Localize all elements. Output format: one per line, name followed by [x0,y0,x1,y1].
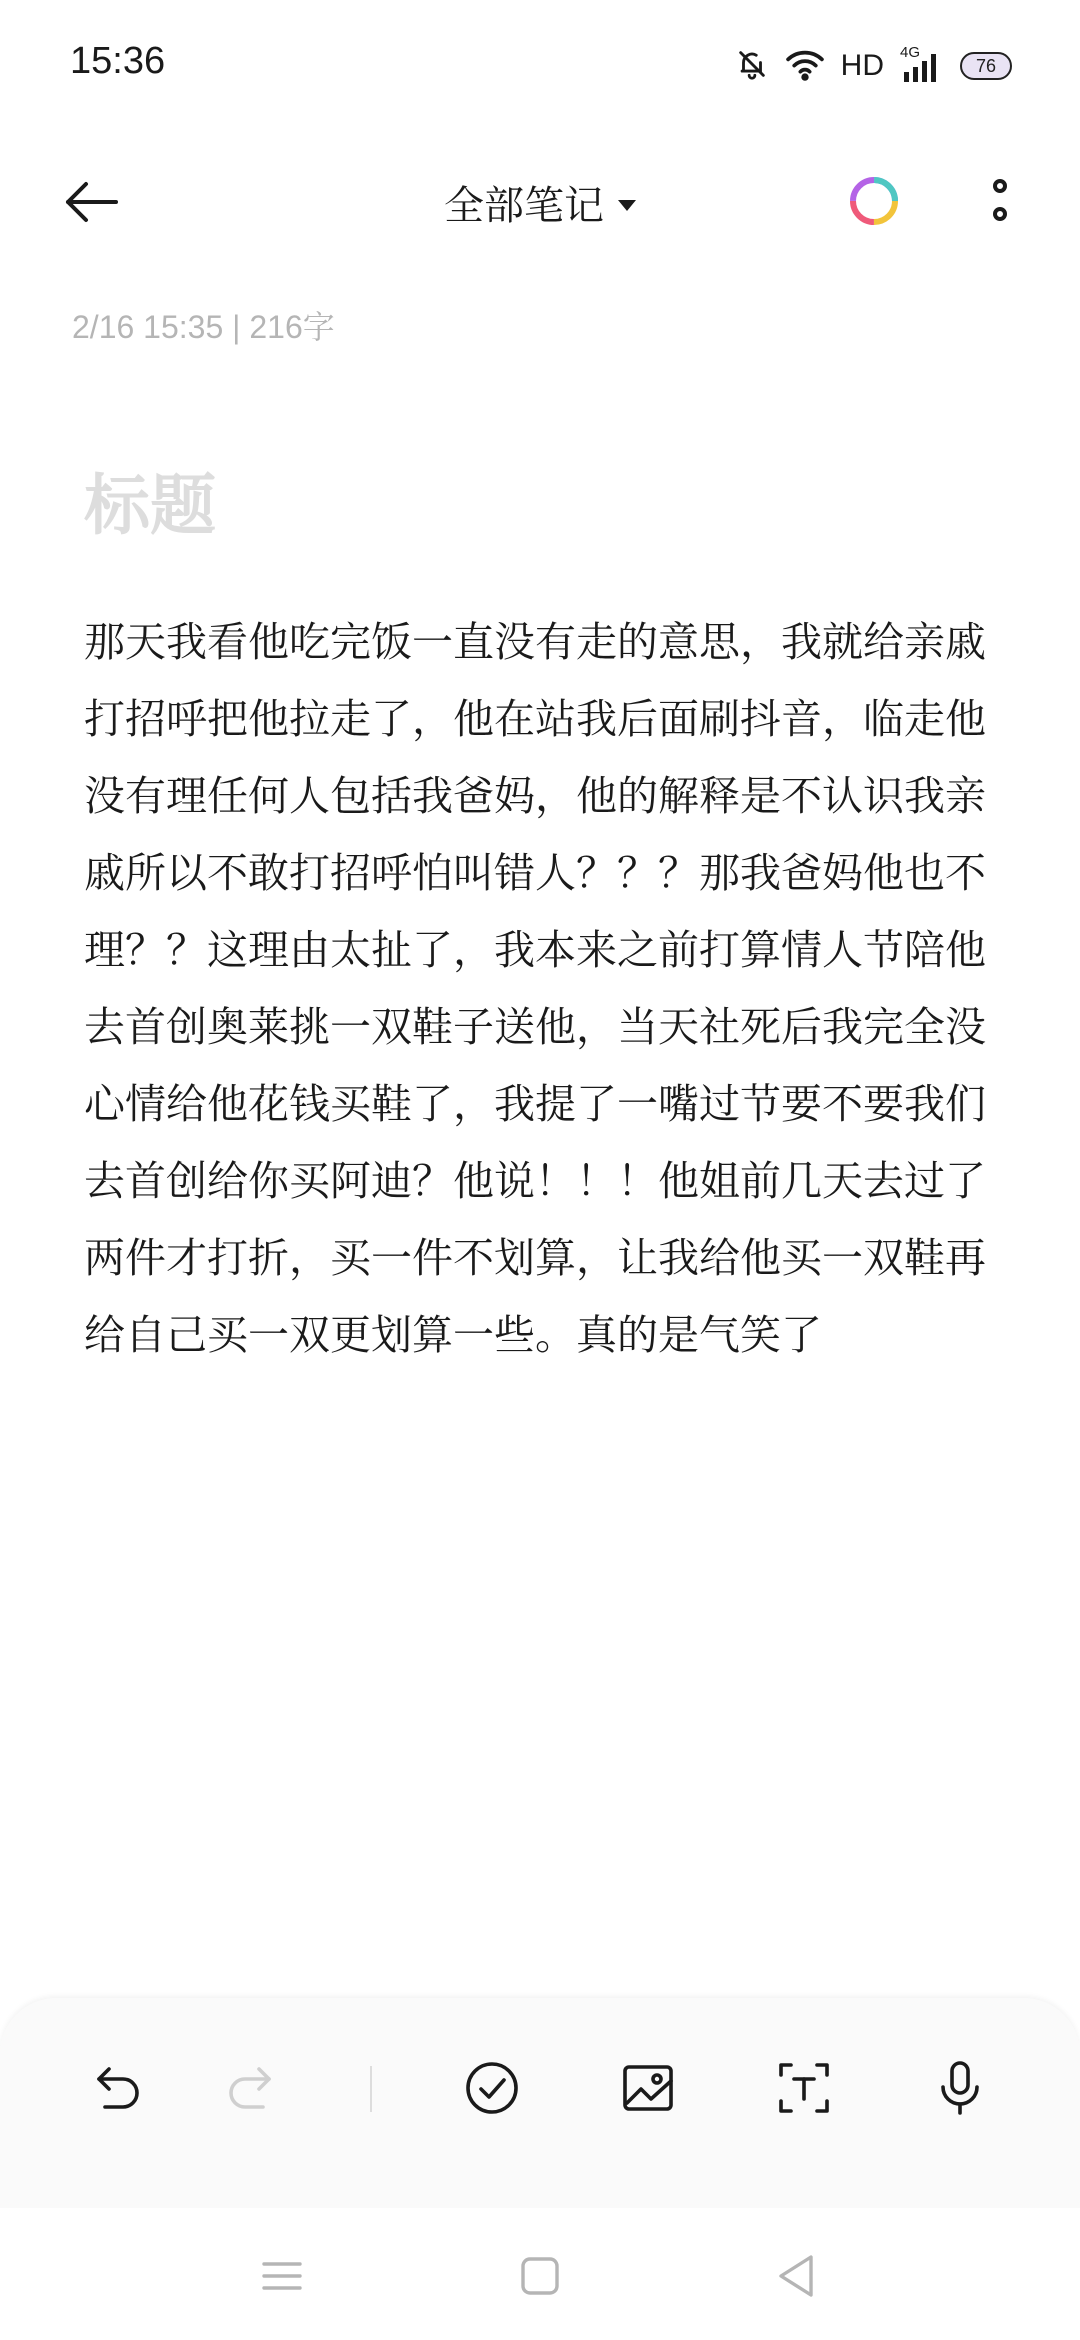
system-back-button[interactable] [766,2246,826,2306]
color-ring-icon [848,175,900,227]
more-vertical-icon [980,170,1020,230]
text-scan-icon [775,2059,833,2117]
image-icon [619,2059,677,2117]
undo-icon [91,2061,145,2115]
undo-button[interactable] [86,2056,150,2120]
note-meta: 2/16 15:35 | 216字 [72,309,335,345]
top-bar [0,150,1080,255]
recent-apps-button[interactable] [252,2246,312,2306]
note-title-input[interactable]: 标题 [84,467,216,544]
insert-image-button[interactable] [616,2056,680,2120]
redo-icon [223,2061,277,2115]
battery-level: 76 [975,55,997,76]
menu-icon [260,2256,304,2296]
notebook-selector[interactable] [0,174,1080,231]
edit-toolbar [0,1998,1080,2208]
text-scan-button[interactable] [772,2056,836,2120]
signal-icon [900,44,944,84]
microphone-icon [931,2059,989,2117]
network-hd-label: HD [840,49,884,82]
chevron-down-icon [618,200,636,211]
color-theme-button[interactable] [848,175,900,227]
home-icon [519,2255,561,2297]
home-button[interactable] [510,2246,570,2306]
toolbar-divider [370,2066,372,2112]
cell-type-label: 4G [900,44,921,61]
status-time: 15:36 [70,40,166,82]
bell-off-icon [735,47,769,85]
checklist-icon [463,2059,521,2117]
status-bar [0,0,1080,130]
status-icons [735,44,1012,88]
checklist-button[interactable] [460,2056,524,2120]
page-title: 全部笔记 [444,183,604,229]
note-body-editor[interactable]: 那天我看他吃完饭一直没有走的意思，我就给亲戚打招呼把他拉走了，他在站我后面刷抖音，临走他没有理任何人包括我爸妈，他的解释是不认识我亲戚所以不敢打招呼怕叫错人？？？那我爸妈他也不理？？这理由太扯了，我本来之前打算情人节陪他去首创奥莱挑一双鞋子送他，当天社死后我完全没心情给他花钱买鞋了，我提了一嘴过节要不要我们去首创给你买阿迪？他说！！！他姐前几天去过了两件才打折，买一件不划算，让我给他买一双鞋再给自己买一双更划算一些。真的是气笑了 [84,618,986,1359]
voice-input-button[interactable] [928,2056,992,2120]
more-options-button[interactable] [980,170,1020,230]
battery-icon [960,52,1012,80]
wifi-icon [785,47,825,85]
redo-button[interactable] [218,2056,282,2120]
system-nav-bar [0,2208,1080,2340]
back-triangle-icon [775,2253,817,2299]
